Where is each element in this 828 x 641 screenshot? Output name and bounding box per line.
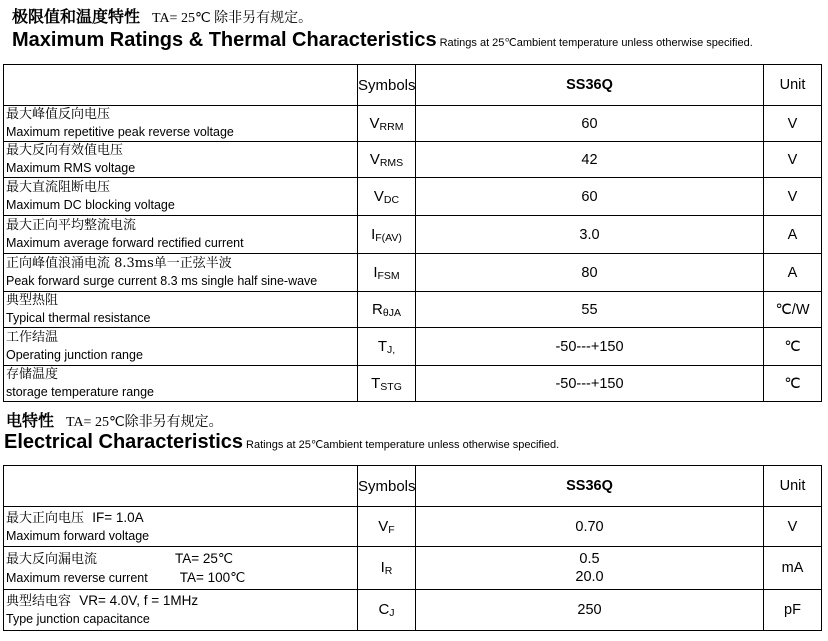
symbol-main: C — [378, 601, 390, 618]
section2-title-en: Electrical Characteristics — [4, 431, 244, 453]
param-en: Typical thermal resistance — [6, 311, 151, 325]
param-cn: 典型结电容 — [6, 594, 72, 609]
param-value: 0.70 — [416, 507, 764, 547]
table-row — [4, 216, 822, 254]
symbol-sub: J — [389, 607, 395, 619]
param-condition: TA= 25℃ — [175, 550, 234, 566]
param-unit: mA — [764, 547, 822, 590]
param-cn: 典型热阻 — [6, 293, 59, 308]
symbol-main: T — [371, 374, 381, 392]
table-row — [4, 254, 822, 292]
symbol-sub: DC — [383, 193, 400, 206]
param-en: Maximum reverse current — [6, 570, 148, 585]
max-ratings-table — [3, 64, 822, 402]
param-description — [4, 254, 358, 292]
param-description — [4, 142, 358, 178]
param-symbol — [358, 216, 416, 254]
symbol-main: T — [377, 337, 387, 355]
param-cn: 最大峰值反向电压 — [6, 107, 111, 122]
table-row — [4, 178, 822, 216]
param-description — [4, 292, 358, 328]
param-description — [4, 366, 358, 402]
param-en: Maximum average forward rectified current — [6, 236, 244, 250]
param-description — [4, 507, 358, 547]
param-description — [4, 590, 358, 631]
symbol-sub: STG — [380, 380, 402, 393]
table-header-row — [4, 466, 822, 507]
symbol-main: V — [373, 187, 384, 205]
symbol-main: V — [378, 517, 389, 535]
section2-note-cn: TA= 25℃除非另有规定。 — [66, 415, 223, 430]
symbol-sub: RRM — [379, 120, 404, 133]
table-row — [4, 590, 822, 631]
param-value: -50---+150 — [416, 328, 764, 366]
symbol-sub: RMS — [379, 156, 404, 169]
param-description — [4, 178, 358, 216]
section1-title-cn: 极限值和温度特性 — [12, 7, 141, 26]
section1-note-cn: TA= 25℃ 除非另有规定。 — [152, 11, 313, 26]
header-symbols: Symbols — [358, 466, 416, 507]
header-part-number: SS36Q — [416, 65, 764, 106]
section1-title-en-line — [12, 29, 753, 52]
param-value: -50---+150 — [416, 366, 764, 402]
param-value: 60 — [416, 178, 764, 216]
param-en: Maximum DC blocking voltage — [6, 198, 175, 212]
param-unit: ℃ — [764, 366, 822, 402]
symbol-main: R — [372, 300, 383, 318]
param-cn: 存储温度 — [6, 367, 59, 382]
param-symbol — [358, 507, 416, 547]
section2-title-en-line — [4, 431, 559, 454]
header-unit: Unit — [764, 65, 822, 106]
table-row — [4, 292, 822, 328]
param-description — [4, 216, 358, 254]
param-unit: pF — [764, 590, 822, 631]
param-value: 0.5 — [579, 551, 600, 567]
param-en: Maximum forward voltage — [6, 528, 150, 543]
section2-note-en: Ratings at 25℃ambient temperature unless otherwise specified. — [246, 439, 560, 451]
param-cn: 最大反向漏电流 — [6, 551, 98, 567]
param-en-line — [6, 569, 357, 587]
header-part-number: SS36Q — [416, 466, 764, 507]
param-cn: 最大直流阻断电压 — [6, 180, 111, 195]
param-unit: ℃ — [764, 328, 822, 366]
param-unit: V — [764, 507, 822, 547]
param-description — [4, 328, 358, 366]
param-symbol — [358, 366, 416, 402]
param-value: 60 — [416, 106, 764, 142]
table-row — [4, 106, 822, 142]
param-cn: 工作结温 — [6, 330, 59, 345]
symbol-sub: FSM — [377, 269, 400, 282]
header-unit: Unit — [764, 466, 822, 507]
param-unit: A — [764, 254, 822, 292]
param-cn-line — [6, 550, 357, 569]
param-cn: 正向峰值浪涌电流 8.3ms单一正弦半波 — [6, 256, 232, 271]
param-symbol — [358, 547, 416, 590]
param-value-cell — [416, 547, 764, 590]
symbol-main: V — [369, 114, 380, 132]
section2-title-cn-line — [6, 408, 223, 431]
symbol-sub: J, — [387, 343, 396, 356]
param-cn: 最大反向有效值电压 — [6, 143, 124, 158]
section2-title-cn: 电特性 — [6, 411, 55, 430]
param-cn: 最大正向平均整流电流 — [6, 218, 137, 233]
symbol-main: I — [373, 263, 378, 281]
param-en: Operating junction range — [6, 348, 143, 362]
table-row — [4, 507, 822, 547]
param-symbol — [358, 142, 416, 178]
param-unit: V — [764, 106, 822, 142]
param-cn-line — [6, 592, 357, 611]
param-value-2: 20.0 — [575, 569, 604, 585]
table-row — [4, 328, 822, 366]
section1-title-cn-line — [12, 4, 312, 27]
symbol-main: I — [371, 225, 376, 243]
header-symbols: Symbols — [358, 65, 416, 106]
param-value: 250 — [416, 590, 764, 631]
symbol-sub: F — [388, 523, 395, 536]
param-cn-line — [6, 509, 357, 528]
param-symbol — [358, 254, 416, 292]
param-en: Maximum repetitive peak reverse voltage — [6, 125, 234, 139]
param-unit: ℃/W — [764, 292, 822, 328]
table-row — [4, 142, 822, 178]
header-empty-cell — [4, 466, 358, 507]
param-description — [4, 106, 358, 142]
section1-title-en: Maximum Ratings & Thermal Characteristics — [12, 29, 437, 51]
param-symbol — [358, 178, 416, 216]
param-value: 42 — [416, 142, 764, 178]
symbol-main: I — [380, 559, 385, 576]
param-condition: IF= 1.0A — [92, 509, 144, 525]
symbol-sub: θJA — [382, 306, 401, 319]
param-description — [4, 547, 358, 590]
table-row — [4, 366, 822, 402]
param-en: storage temperature range — [6, 385, 155, 399]
param-symbol — [358, 106, 416, 142]
electrical-table — [3, 465, 822, 631]
param-value: 3.0 — [416, 216, 764, 254]
param-symbol — [358, 590, 416, 631]
param-symbol — [358, 328, 416, 366]
param-unit: V — [764, 142, 822, 178]
param-condition-2: TA= 100℃ — [179, 569, 246, 585]
symbol-main: V — [369, 150, 380, 168]
param-value: 80 — [416, 254, 764, 292]
param-condition: VR= 4.0V, f = 1MHz — [79, 593, 199, 608]
symbol-sub: F(AV) — [375, 231, 402, 244]
table-header-row — [4, 65, 822, 106]
symbol-sub: R — [384, 565, 393, 577]
param-unit: A — [764, 216, 822, 254]
param-symbol — [358, 292, 416, 328]
param-value: 55 — [416, 292, 764, 328]
table-row — [4, 547, 822, 590]
param-unit: V — [764, 178, 822, 216]
param-en: Maximum RMS voltage — [6, 161, 136, 175]
param-en: Peak forward surge current 8.3 ms single half sine-wave — [6, 274, 318, 288]
section1-note-en: Ratings at 25℃ambient temperature unless otherwise specified. — [439, 37, 753, 49]
param-cn: 最大正向电压 — [6, 510, 85, 526]
param-en: Type junction capacitance — [6, 612, 150, 626]
header-empty-cell — [4, 65, 358, 106]
